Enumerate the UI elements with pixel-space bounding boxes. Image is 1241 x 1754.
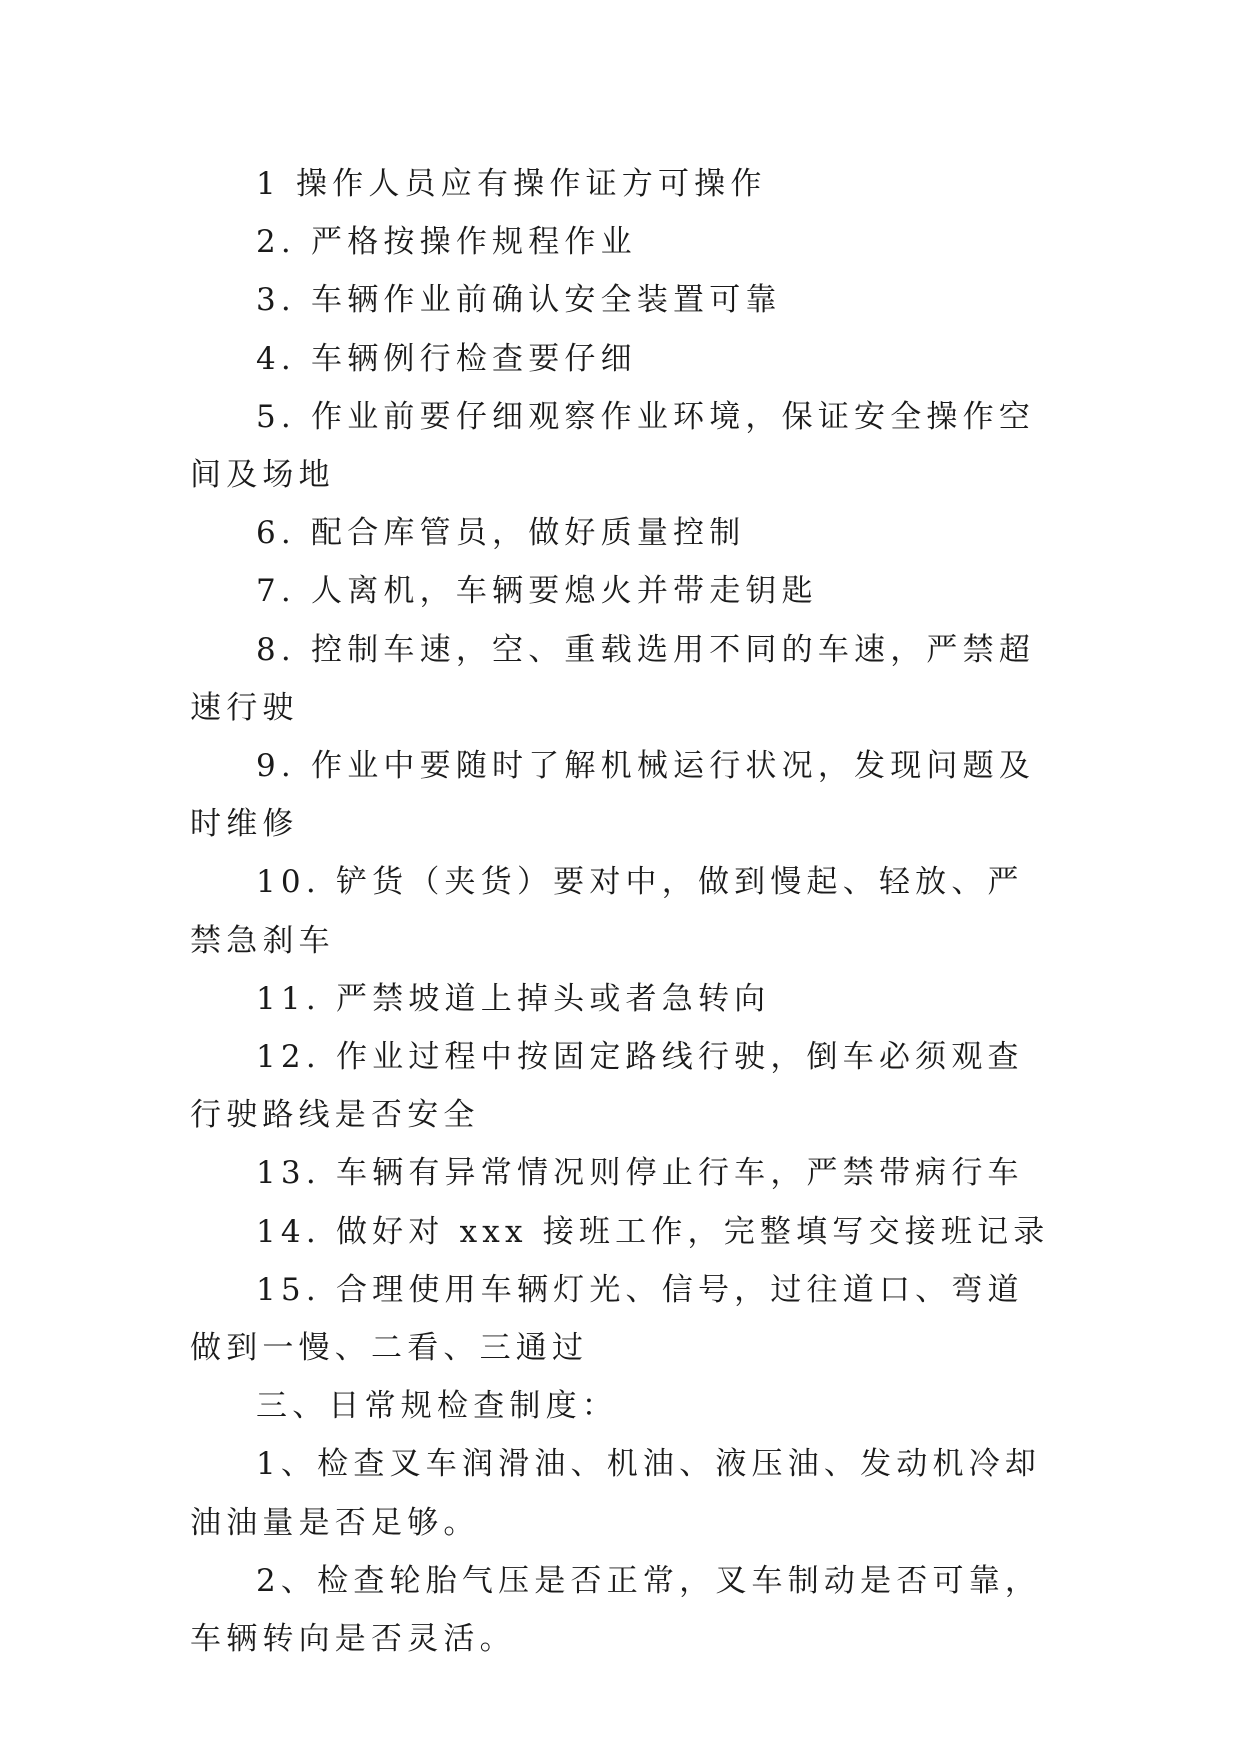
paragraph-check-1: 1、检查叉车润滑油、机油、液压油、发动机冷却油油量是否足够。: [190, 1446, 1042, 1541]
paragraph-rule-3: 3. 车辆作业前确认安全装置可靠: [256, 282, 782, 319]
paragraph-rule-4: 4. 车辆例行检查要仔细: [256, 340, 637, 377]
paragraph-rule-12: 12. 作业过程中按固定路线行驶，倒车必须观查行驶路线是否安全: [190, 1039, 1024, 1134]
paragraph-rule-8: 8. 控制车速，空、重载选用不同的车速，严禁超速行驶: [190, 631, 1036, 726]
paragraph-rule-5: 5. 作业前要仔细观察作业环境，保证安全操作空间及场地: [190, 398, 1036, 494]
paragraph-rule-6: 6. 配合库管员，做好质量控制: [256, 515, 746, 552]
paragraph-rule-14: 14. 做好对 xxx 接班工作，完整填写交接班记录: [256, 1213, 1050, 1250]
paragraph-check-2: 2、检查轮胎气压是否正常，叉车制动是否可靠，车辆转向是否灵活。: [190, 1562, 1042, 1658]
paragraph-rule-11: 11. 严禁坡道上掉头或者急转向: [256, 980, 771, 1017]
section-heading: 三、日常规检查制度：: [256, 1388, 618, 1425]
document-body: [190, 155, 1050, 1668]
paragraph-rule-13: 13. 车辆有异常情况则停止行车，严禁带病行车: [256, 1155, 1024, 1192]
paragraph-rule-1: 1 操作人员应有操作证方可操作: [256, 166, 767, 202]
paragraph-rule-9: 9. 作业中要随时了解机械运行状况，发现问题及时维修: [190, 748, 1036, 843]
paragraph-rule-10: 10. 铲货（夹货）要对中，做到慢起、轻放、严禁急刹车: [190, 864, 1024, 959]
paragraph-rule-2: 2. 严格按操作规程作业: [256, 224, 637, 261]
paragraph-rule-15: 15. 合理使用车辆灯光、信号，过往道口、弯道做到一慢、二看、三通过: [190, 1271, 1024, 1367]
paragraph-rule-7: 7. 人离机，车辆要熄火并带走钥匙: [256, 573, 818, 610]
